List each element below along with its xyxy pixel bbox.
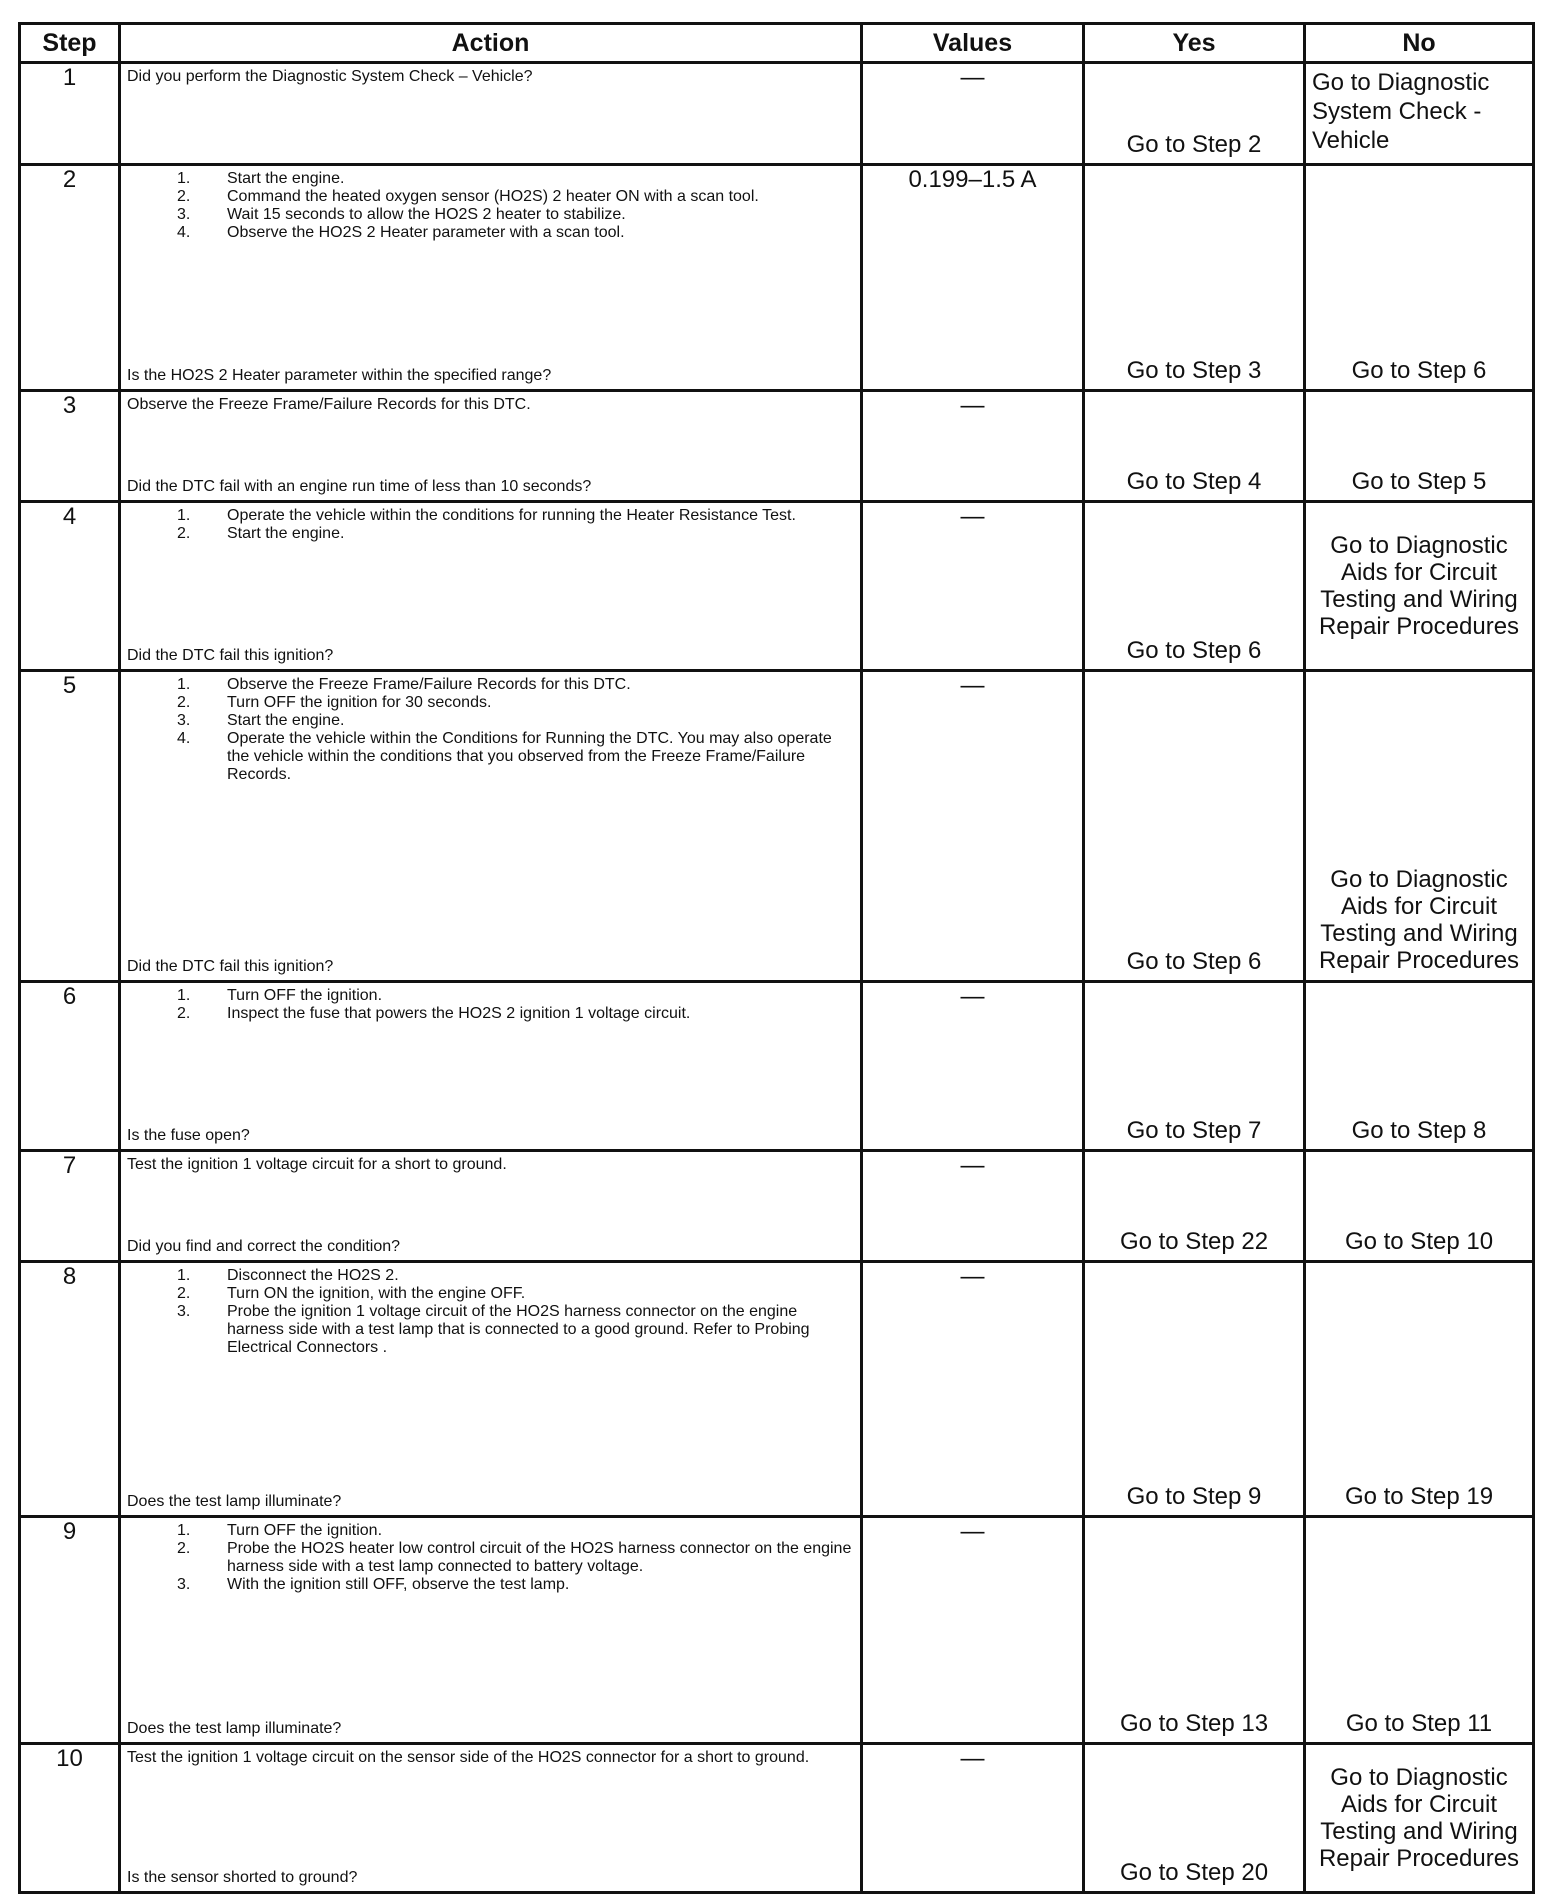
action-text: Test the ignition 1 voltage circuit on the sensor side of the HO2S connector for a short to ground. [127,1749,810,1766]
yes-cell [1084,982,1305,1151]
action-step-item [127,694,854,712]
no-link[interactable]: Go to Step 10 [1344,1228,1494,1255]
action-cell [120,1744,862,1893]
yes-cell [1084,502,1305,671]
value-cell: — [862,391,1084,502]
no-cell [1305,1744,1534,1893]
action-cell [120,1151,862,1262]
action-cell [120,502,862,671]
action-text: Test the ignition 1 voltage circuit for a short to ground. [127,1156,507,1173]
action-steps-list [127,507,854,543]
action-step-number: 2. [177,188,191,205]
table-row [20,502,1534,671]
action-step-text: Inspect the fuse that powers the HO2S 2 ignition 1 voltage circuit. [227,1005,691,1022]
no-link[interactable]: Go to Diagnostic Aids for Circuit Testing and Wiring Repair Procedures [1318,1764,1520,1872]
value-cell: 0.199–1.5 A [862,165,1084,391]
step-number: 7 [20,1151,120,1262]
action-question: Does the test lamp illuminate? [127,1493,342,1510]
action-step-item [127,206,854,224]
action-question: Is the fuse open? [127,1127,250,1144]
action-step-item [127,1576,854,1594]
action-question: Does the test lamp illuminate? [127,1720,342,1737]
action-step-item [127,1005,854,1023]
yes-link[interactable]: Go to Step 6 [1126,948,1262,975]
action-step-number: 2. [177,1005,191,1022]
yes-link[interactable]: Go to Step 2 [1126,131,1262,158]
action-steps-list [127,170,854,242]
table-row [20,63,1534,165]
action-step-text: Start the engine. [227,712,345,729]
action-step-text: Disconnect the HO2S 2. [227,1267,399,1284]
yes-cell [1084,1517,1305,1744]
step-number: 4 [20,502,120,671]
header-action: Action [120,24,862,63]
no-link[interactable]: Go to Step 11 [1345,1710,1493,1737]
no-cell [1305,165,1534,391]
table-row [20,1517,1534,1744]
action-step-text: Turn OFF the ignition. [227,1522,383,1539]
action-step-text: Probe the ignition 1 voltage circuit of the HO2S harness connector on the engine harness side with a test lamp that is connected to a good ground. Refer to Probing Electrical Connectors . [227,1303,810,1356]
step-number: 5 [20,671,120,982]
yes-link[interactable]: Go to Step 6 [1126,637,1262,664]
no-link[interactable]: Go to Diagnostic System Check - Vehicle [1312,69,1490,154]
table-row [20,165,1534,391]
action-steps-list [127,1522,854,1594]
diagnostic-table [18,22,1535,1894]
action-question: Is the HO2S 2 Heater parameter within the specified range? [127,367,552,384]
value-cell: — [862,1517,1084,1744]
action-step-item [127,1522,854,1540]
no-cell [1305,1517,1534,1744]
action-step-text: With the ignition still OFF, observe the test lamp. [227,1576,570,1593]
header-yes: Yes [1084,24,1305,63]
action-step-number: 2. [177,694,191,711]
action-step-item [127,1303,854,1357]
step-number: 6 [20,982,120,1151]
action-step-number: 3. [177,1576,191,1593]
yes-link[interactable]: Go to Step 20 [1119,1859,1269,1886]
action-step-text: Wait 15 seconds to allow the HO2S 2 heater to stabilize. [227,206,626,223]
table-row [20,1744,1534,1893]
action-step-text: Start the engine. [227,170,345,187]
table-row [20,1151,1534,1262]
table-body [20,63,1534,1893]
no-cell [1305,671,1534,982]
action-step-text: Start the engine. [227,525,345,542]
action-step-text: Operate the vehicle within the Conditions for Running the DTC. You may also operate the vehicle within the conditions that you observed from the Freeze Frame/Failure Records. [227,730,832,783]
action-step-number: 1. [177,507,191,524]
action-step-text: Turn OFF the ignition for 30 seconds. [227,694,492,711]
action-step-item [127,224,854,242]
action-step-number: 1. [177,676,191,693]
header-step: Step [20,24,120,63]
no-link[interactable]: Go to Step 19 [1344,1483,1494,1510]
yes-link[interactable]: Go to Step 3 [1126,357,1262,384]
no-cell [1305,63,1534,165]
action-question: Is the sensor shorted to ground? [127,1869,358,1886]
action-step-number: 4. [177,224,191,241]
action-step-number: 2. [177,525,191,542]
yes-link[interactable]: Go to Step 13 [1119,1710,1269,1737]
header-row [20,24,1534,63]
action-step-item [127,1540,854,1576]
action-steps-list [127,1267,854,1357]
no-cell [1305,391,1534,502]
table-row [20,1262,1534,1517]
action-step-number: 1. [177,170,191,187]
action-question: Did the DTC fail with an engine run time of less than 10 seconds? [127,478,592,495]
action-steps-list [127,987,854,1023]
action-step-number: 1. [177,987,191,1004]
table-row [20,982,1534,1151]
action-step-text: Command the heated oxygen sensor (HO2S) 2 heater ON with a scan tool. [227,188,759,205]
step-number: 8 [20,1262,120,1517]
action-step-item [127,525,854,543]
action-cell [120,671,862,982]
no-link[interactable]: Go to Diagnostic Aids for Circuit Testing and Wiring Repair Procedures [1318,532,1520,640]
action-step-item [127,1267,854,1285]
action-step-item [127,188,854,206]
no-link[interactable]: Go to Step 6 [1351,357,1487,384]
action-cell [120,63,862,165]
yes-cell [1084,63,1305,165]
action-step-text: Operate the vehicle within the conditions for running the Heater Resistance Test. [227,507,796,524]
yes-link[interactable]: Go to Step 7 [1126,1117,1262,1144]
action-text: Observe the Freeze Frame/Failure Records for this DTC. [127,396,531,413]
value-cell: — [862,502,1084,671]
action-step-text: Probe the HO2S heater low control circuit of the HO2S harness connector on the engine harness side with a test lamp connected to battery voltage. [227,1540,852,1575]
action-step-text: Observe the Freeze Frame/Failure Records for this DTC. [227,676,631,693]
action-step-number: 2. [177,1540,191,1557]
action-step-item [127,507,854,525]
value-cell: — [862,1744,1084,1893]
no-cell [1305,1151,1534,1262]
yes-cell [1084,1744,1305,1893]
table-row [20,391,1534,502]
action-cell [120,982,862,1151]
yes-cell [1084,671,1305,982]
action-step-item [127,676,854,694]
step-number: 9 [20,1517,120,1744]
step-number: 1 [20,63,120,165]
no-cell [1305,1262,1534,1517]
action-step-item [127,170,854,188]
value-cell: — [862,1262,1084,1517]
action-step-text: Turn OFF the ignition. [227,987,383,1004]
action-step-number: 3. [177,1303,191,1320]
action-step-item [127,987,854,1005]
action-step-number: 3. [177,206,191,223]
header-values: Values [862,24,1084,63]
step-number: 2 [20,165,120,391]
step-number: 3 [20,391,120,502]
action-cell [120,391,862,502]
value-cell: — [862,982,1084,1151]
action-step-number: 4. [177,730,191,747]
yes-cell [1084,165,1305,391]
action-step-item [127,730,854,784]
action-question: Did the DTC fail this ignition? [127,647,334,664]
action-cell [120,1517,862,1744]
no-cell [1305,982,1534,1151]
action-step-text: Observe the HO2S 2 Heater parameter with a scan tool. [227,224,625,241]
no-link[interactable]: Go to Step 8 [1351,1117,1487,1144]
action-step-number: 1. [177,1522,191,1539]
no-link[interactable]: Go to Diagnostic Aids for Circuit Testing and Wiring Repair Procedures [1318,866,1520,974]
action-step-item [127,1285,854,1303]
action-cell [120,165,862,391]
value-cell: — [862,63,1084,165]
value-cell: — [862,671,1084,982]
action-step-item [127,712,854,730]
table-row [20,671,1534,982]
yes-link[interactable]: Go to Step 22 [1119,1228,1269,1255]
action-step-number: 3. [177,712,191,729]
action-steps-list [127,676,854,784]
yes-link[interactable]: Go to Step 9 [1126,1483,1262,1510]
yes-link[interactable]: Go to Step 4 [1126,468,1262,495]
no-cell [1305,502,1534,671]
action-cell [120,1262,862,1517]
value-cell: — [862,1151,1084,1262]
action-step-number: 1. [177,1267,191,1284]
step-number: 10 [20,1744,120,1893]
action-text: Did you perform the Diagnostic System Check – Vehicle? [127,68,533,85]
action-step-text: Turn ON the ignition, with the engine OFF. [227,1285,526,1302]
no-link[interactable]: Go to Step 5 [1351,468,1487,495]
action-step-number: 2. [177,1285,191,1302]
yes-cell [1084,391,1305,502]
header-no: No [1305,24,1534,63]
yes-cell [1084,1262,1305,1517]
action-question: Did you find and correct the condition? [127,1238,401,1255]
yes-cell [1084,1151,1305,1262]
action-question: Did the DTC fail this ignition? [127,958,334,975]
